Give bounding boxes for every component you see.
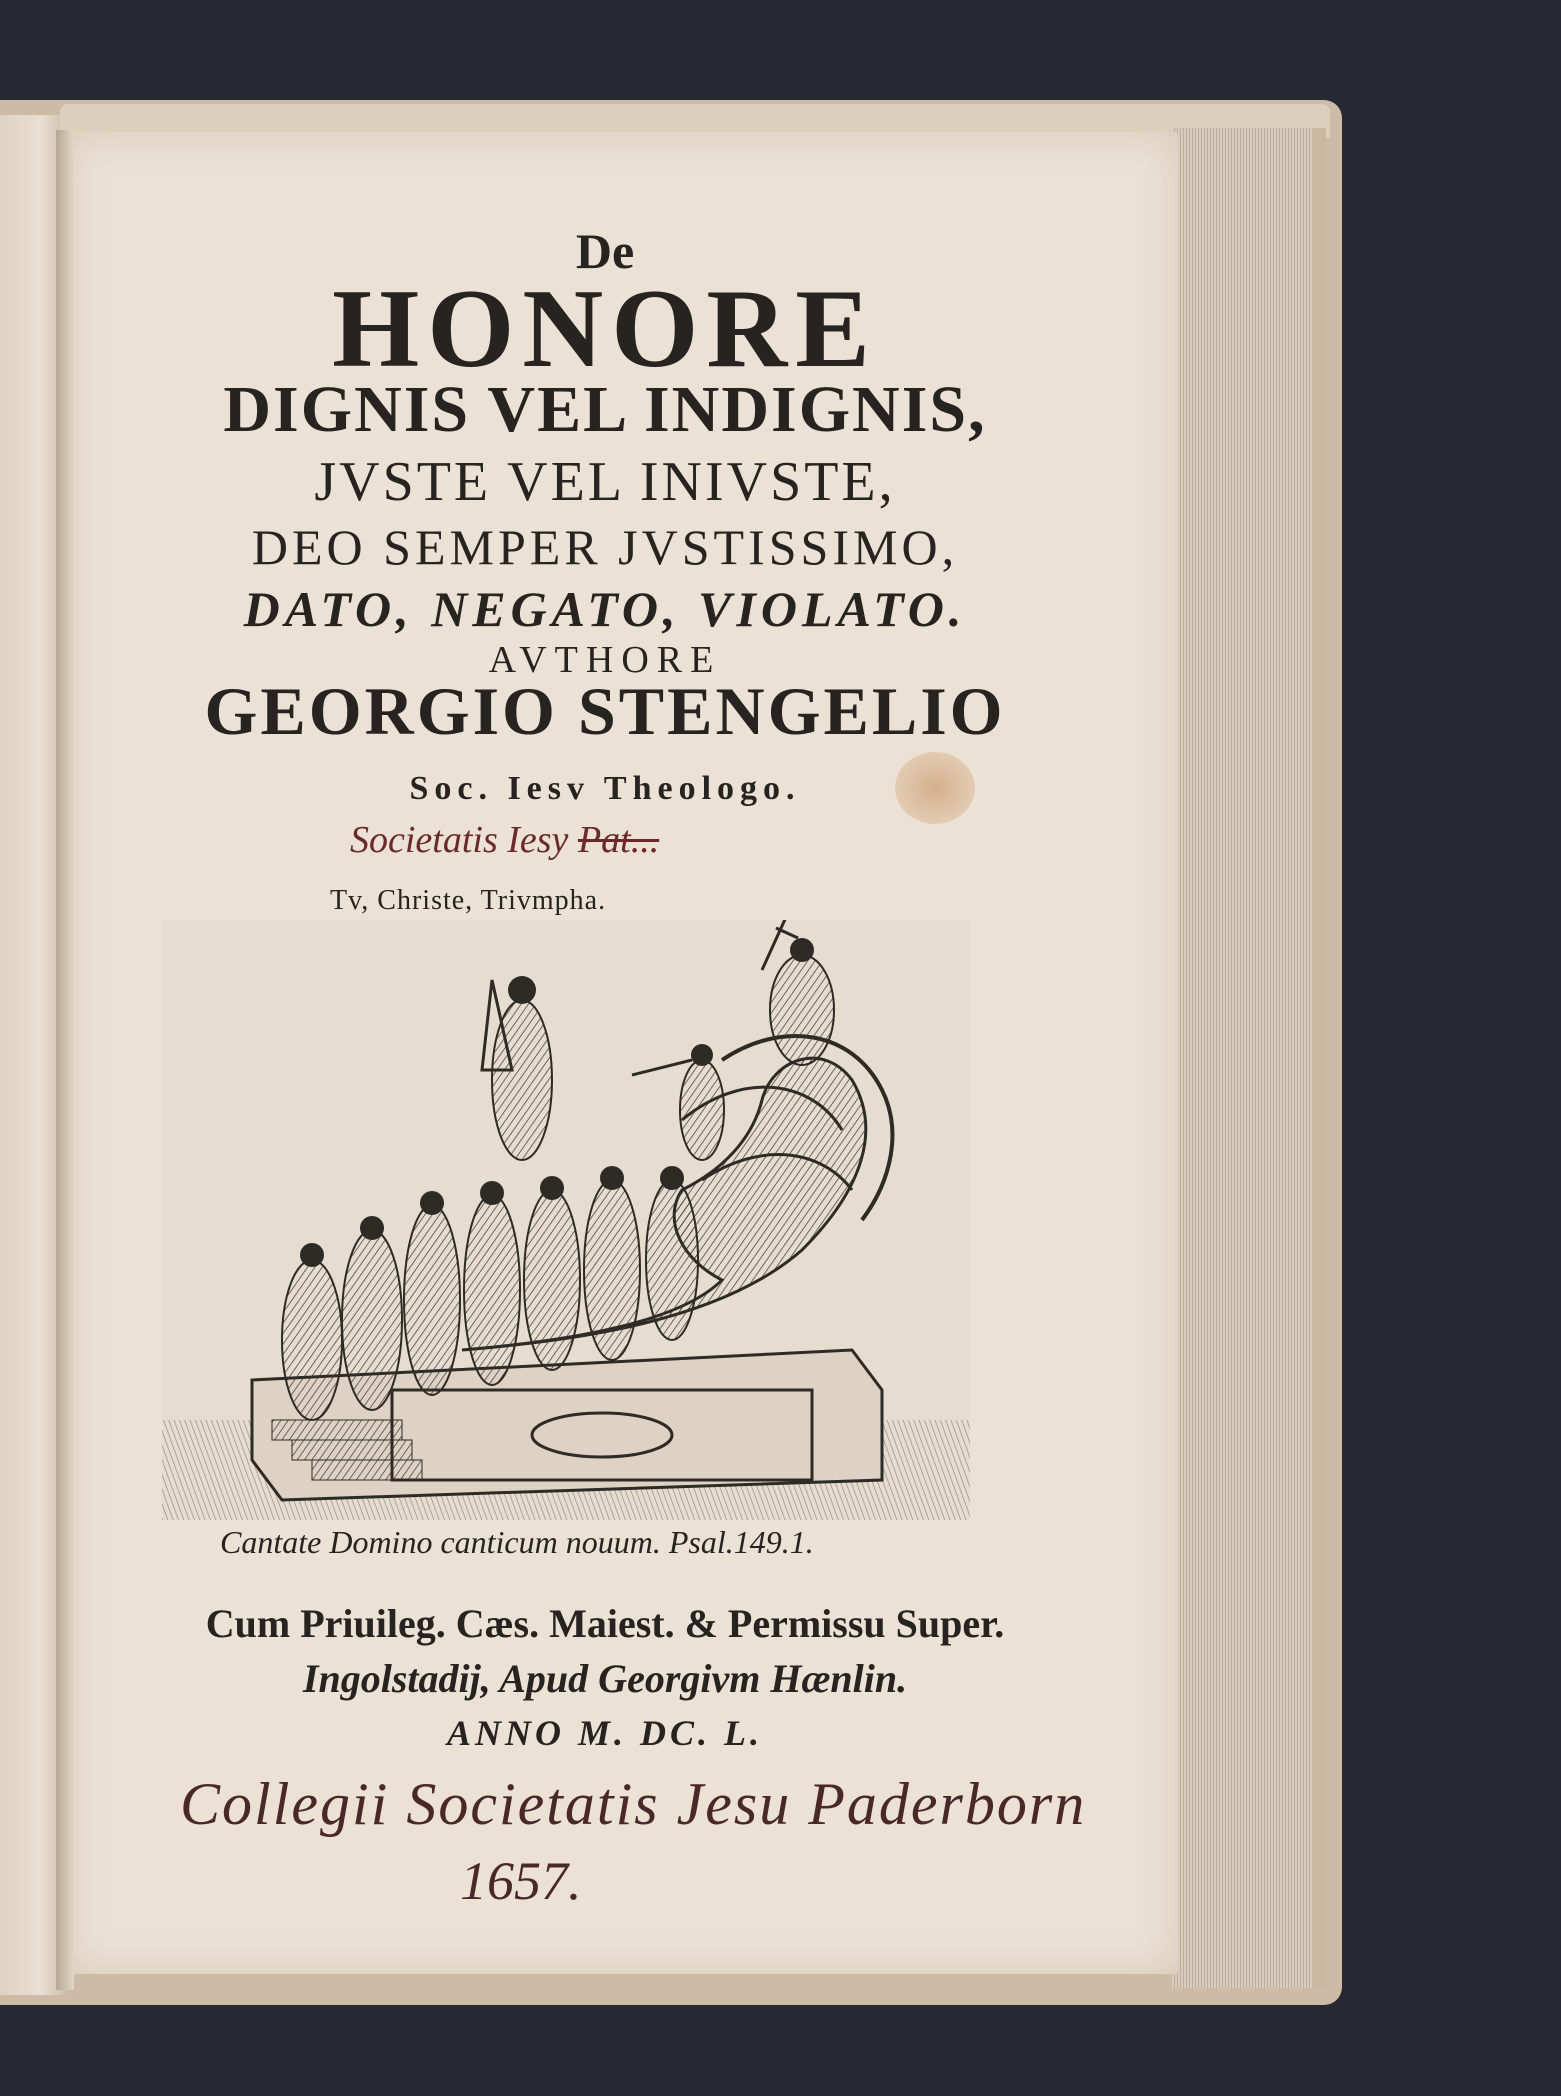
title-line-3: DEO SEMPER JVSTISSIMO, xyxy=(251,519,959,575)
engraving-illustration xyxy=(162,920,970,1572)
motto: Tv, Christe, Trivmpha. xyxy=(330,885,607,916)
title-line-4: DATO, NEGATO, VIOLATO. xyxy=(243,581,967,637)
imprint-publisher: Ingolstadij, Apud Georgivm Hænlin. xyxy=(302,1656,908,1701)
author-name: GEORGIO STENGELIO xyxy=(204,673,1006,749)
title-line-1: DIGNIS VEL INDIGNIS, xyxy=(223,373,987,446)
provenance-year: 1657. xyxy=(460,1851,582,1911)
imprint-privilege: Cum Priuileg. Cæs. Maiest. & Permissu Super. xyxy=(205,1601,1005,1646)
handwritten-note xyxy=(350,818,870,862)
authore-label: AVTHORE xyxy=(488,639,722,681)
author-affiliation: Soc. Iesv Theologo. xyxy=(409,770,801,807)
provenance-note: Collegii Societatis Jesu Paderborn xyxy=(180,1771,1087,1837)
title-main: HONORE xyxy=(332,267,878,391)
handwritten-note-struck: Pat... xyxy=(577,819,660,861)
title-line-2: JVSTE VEL INIVSTE, xyxy=(314,451,896,513)
handwritten-note-text: Societatis Iesy xyxy=(350,819,569,861)
title-de: De xyxy=(575,223,635,279)
engraving-caption: Cantate Domino canticum nouum. Psal.149.1. xyxy=(220,1524,814,1560)
page-fore-edge xyxy=(1172,128,1326,1988)
imprint-year: ANNO M. DC. L. xyxy=(446,1713,763,1753)
